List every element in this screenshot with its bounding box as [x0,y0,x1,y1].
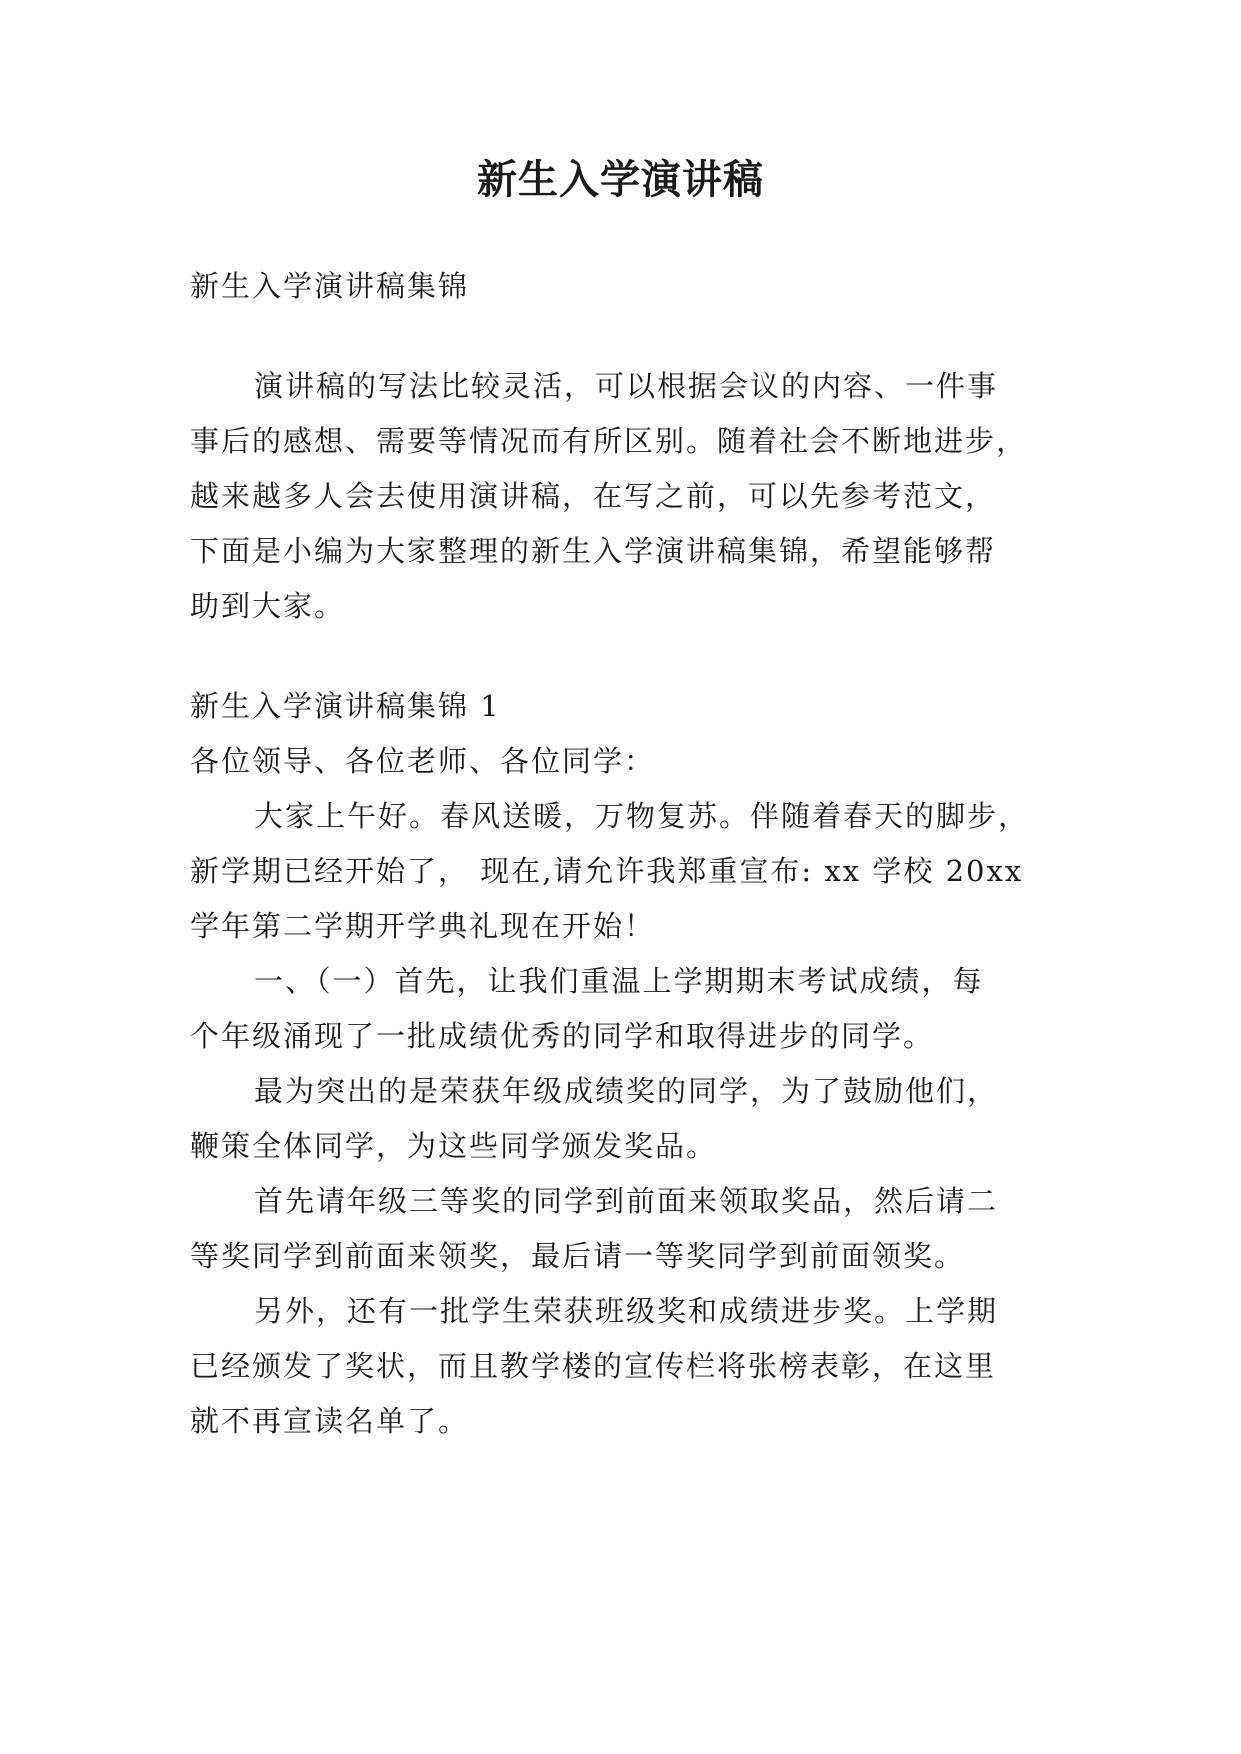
body-line: 新学期已经开始了， 现在,请允许我郑重宣布: xx 学校 20xx [190,854,1024,888]
intro-line: 演讲稿的写法比较灵活，可以根据会议的内容、一件事 [254,369,999,403]
body-line: 最为突出的是荣获年级成绩奖的同学，为了鼓励他们， [254,1074,999,1108]
body-line: 一、（一）首先，让我们重温上学期期末考试成绩，每 [254,964,984,998]
body-line: 个年级涌现了一批成绩优秀的同学和取得进步的同学。 [190,1019,935,1053]
intro-line: 助到大家。 [190,589,346,623]
body-line: 大家上午好。春风送暖，万物复苏。伴随着春天的脚步， [254,799,1030,833]
salutation: 各位领导、各位老师、各位同学： [190,744,656,778]
section-heading: 新生入学演讲稿集锦 1 [190,689,501,723]
body-line: 就不再宣读名单了。 [190,1404,470,1438]
intro-line: 事后的感想、需要等情况而有所区别。随着社会不断地进步， [190,424,1028,458]
page-title: 新生入学演讲稿 [477,156,764,203]
intro-line: 越来越多人会去使用演讲稿，在写之前，可以先参考范文， [190,479,997,513]
subtitle: 新生入学演讲稿集锦 [190,269,470,303]
body-line: 学年第二学期开学典礼现在开始！ [190,909,656,943]
body-line: 鞭策全体同学，为这些同学颁发奖品。 [190,1129,718,1163]
body-line: 已经颁发了奖状，而且教学楼的宣传栏将张榜表彰，在这里 [190,1349,997,1383]
intro-line: 下面是小编为大家整理的新生入学演讲稿集锦，希望能够帮 [190,534,997,568]
body-line: 等奖同学到前面来领奖，最后请一等奖同学到前面领奖。 [190,1239,966,1273]
body-line: 首先请年级三等奖的同学到前面来领取奖品，然后请二 [254,1184,999,1218]
body-line: 另外，还有一批学生荣获班级奖和成绩进步奖。上学期 [254,1294,999,1328]
